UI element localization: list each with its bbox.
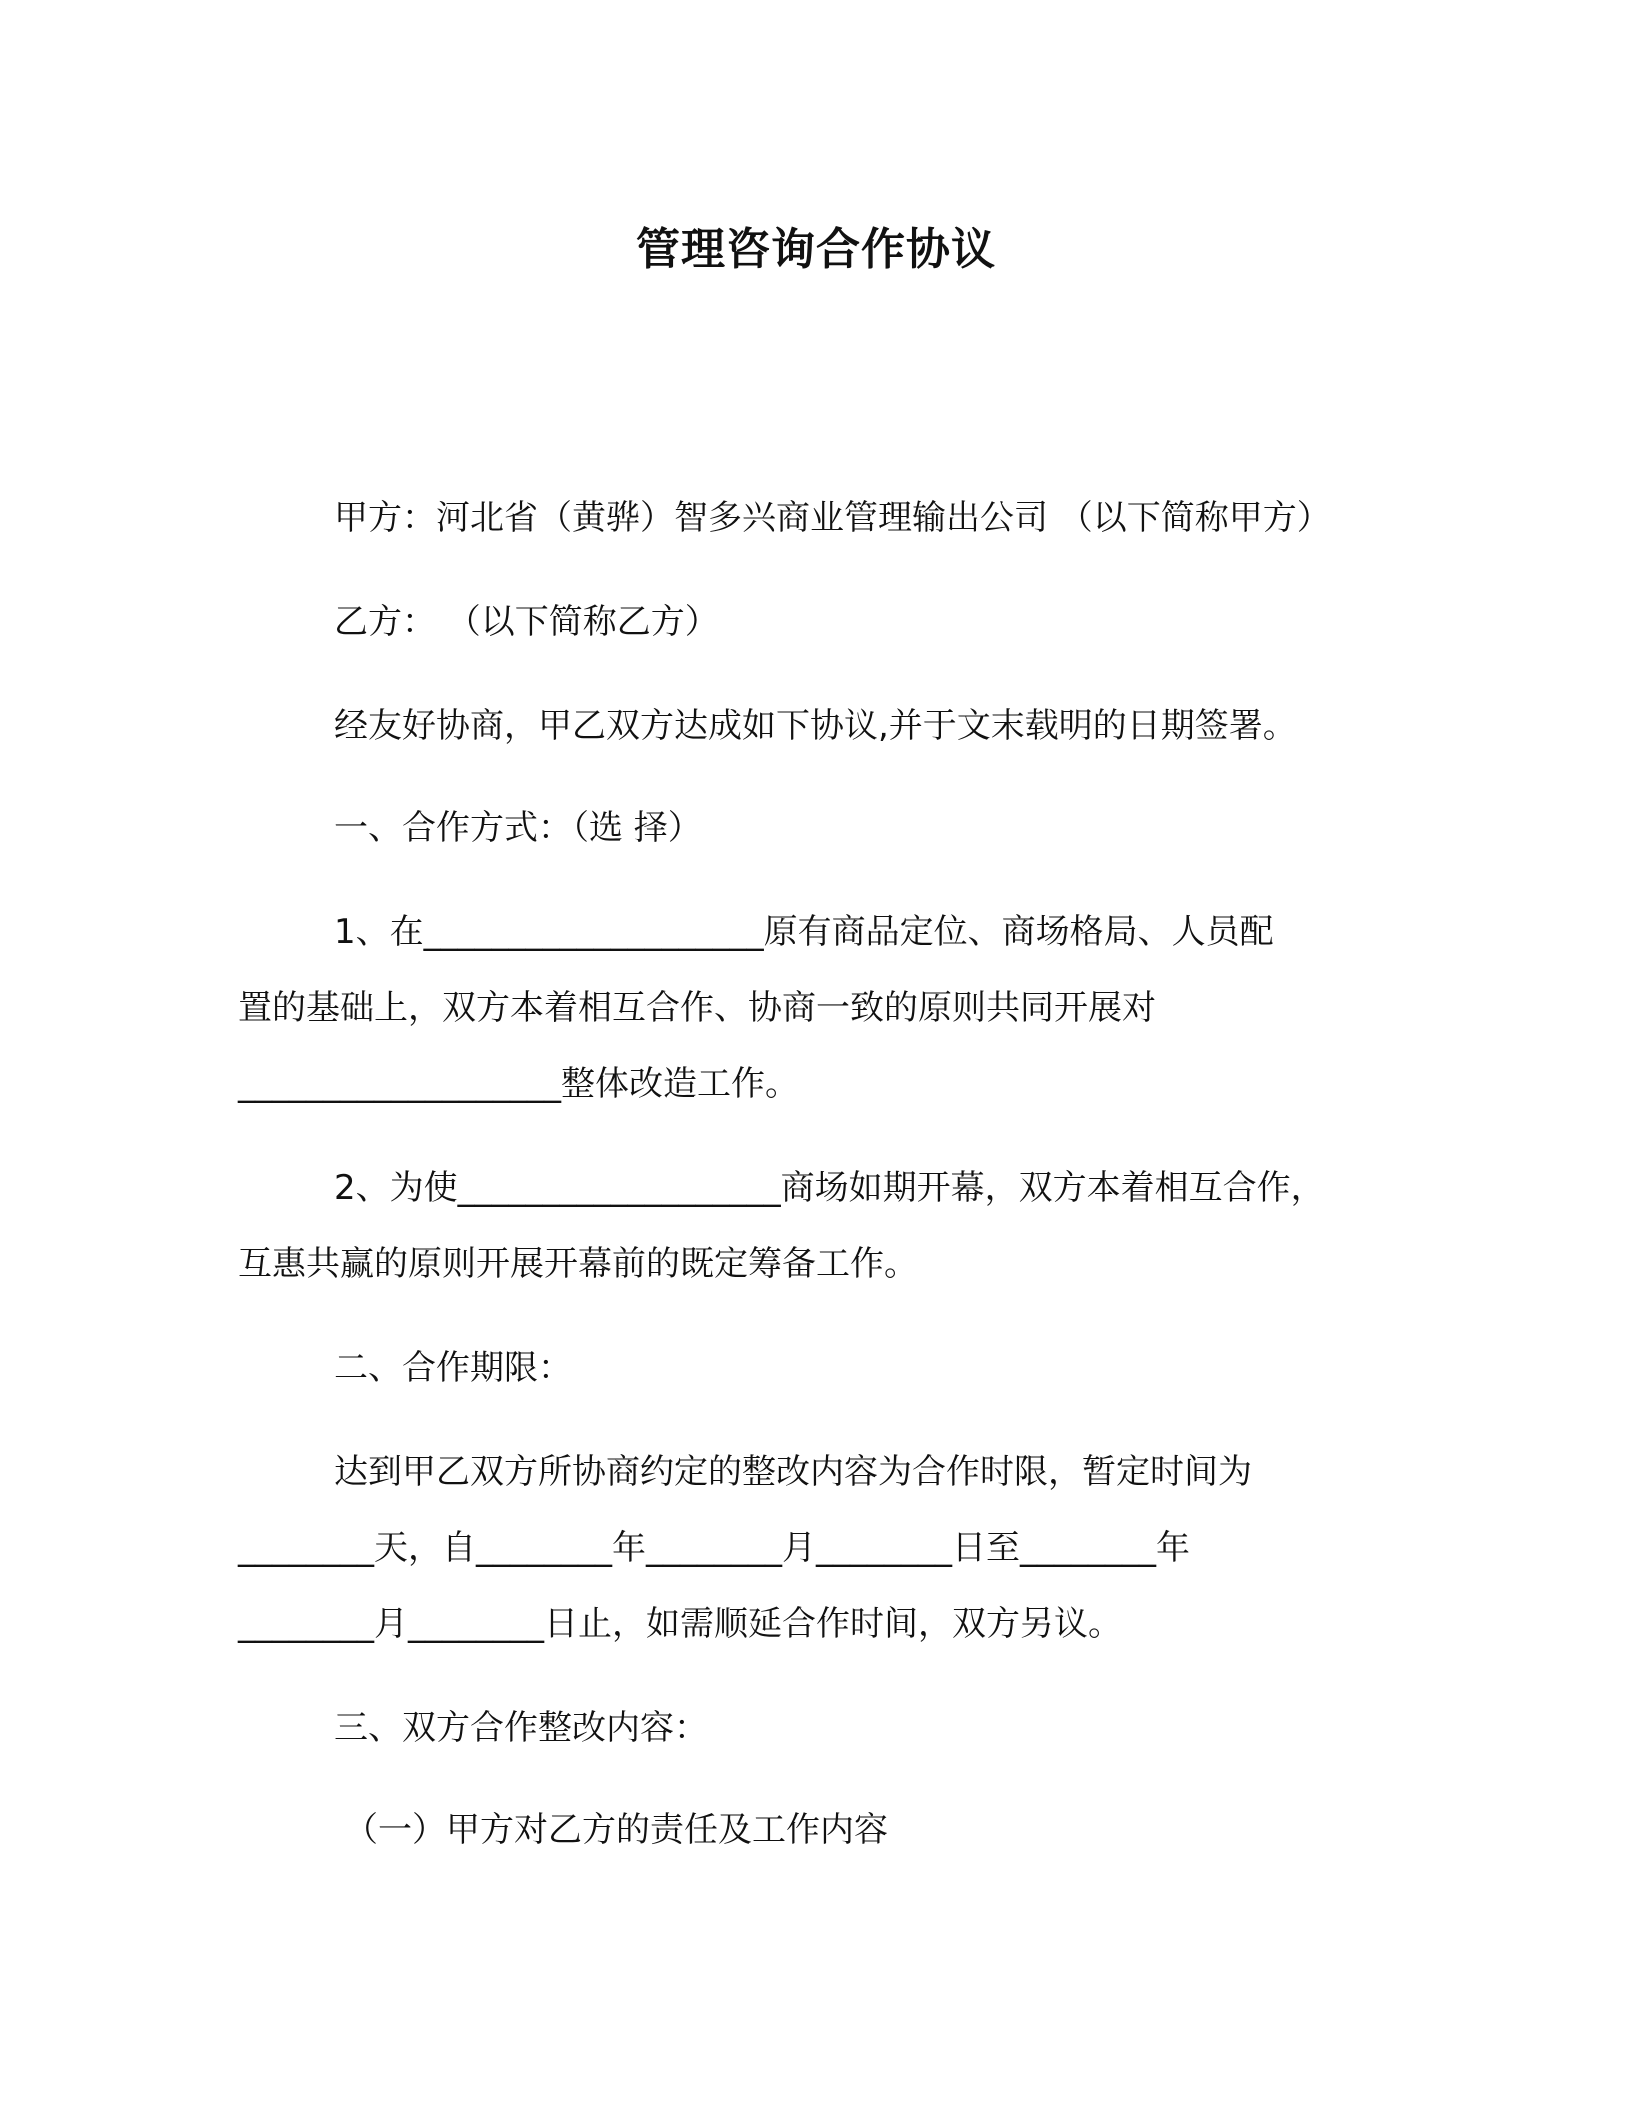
party-a-line: 甲方：河北省（黄骅）智多兴商业管理输出公司 （以下简称甲方） [334,498,1331,538]
term-line-2: ________天，自________年________月________日至________年 [238,1528,1190,1568]
clause-1-line-3: ___________________整体改造工作。 [238,1064,799,1104]
section-1-heading: 一、合作方式：（选 择） [334,808,702,848]
clause-1-line-2: 置的基础上，双方本着相互合作、协商一致的原则共同开展对 [238,988,1156,1028]
party-b-line: 乙方： （以下简称乙方） [334,602,719,642]
clause-2-line-1: 2、为使___________________商场如期开幕，双方本着相互合作， [334,1168,1325,1208]
document-title: 管理咨询合作协议 [636,224,996,275]
clause-2-line-2: 互惠共赢的原则开展开幕前的既定筹备工作。 [238,1244,918,1284]
clause-1-line-1: 1、在____________________原有商品定位、商场格局、人员配 [334,912,1274,952]
section-3-heading: 三、双方合作整改内容： [334,1708,708,1748]
term-line-3: ________月________日止，如需顺延合作时间，双方另议。 [238,1604,1122,1644]
subsection-1-heading: （一）甲方对乙方的责任及工作内容 [344,1810,888,1850]
term-line-1: 达到甲乙双方所协商约定的整改内容为合作时限，暂定时间为 [334,1452,1252,1492]
preamble-line: 经友好协商，甲乙双方达成如下协议,并于文末载明的日期签署。 [334,706,1297,746]
section-2-heading: 二、合作期限： [334,1348,572,1388]
